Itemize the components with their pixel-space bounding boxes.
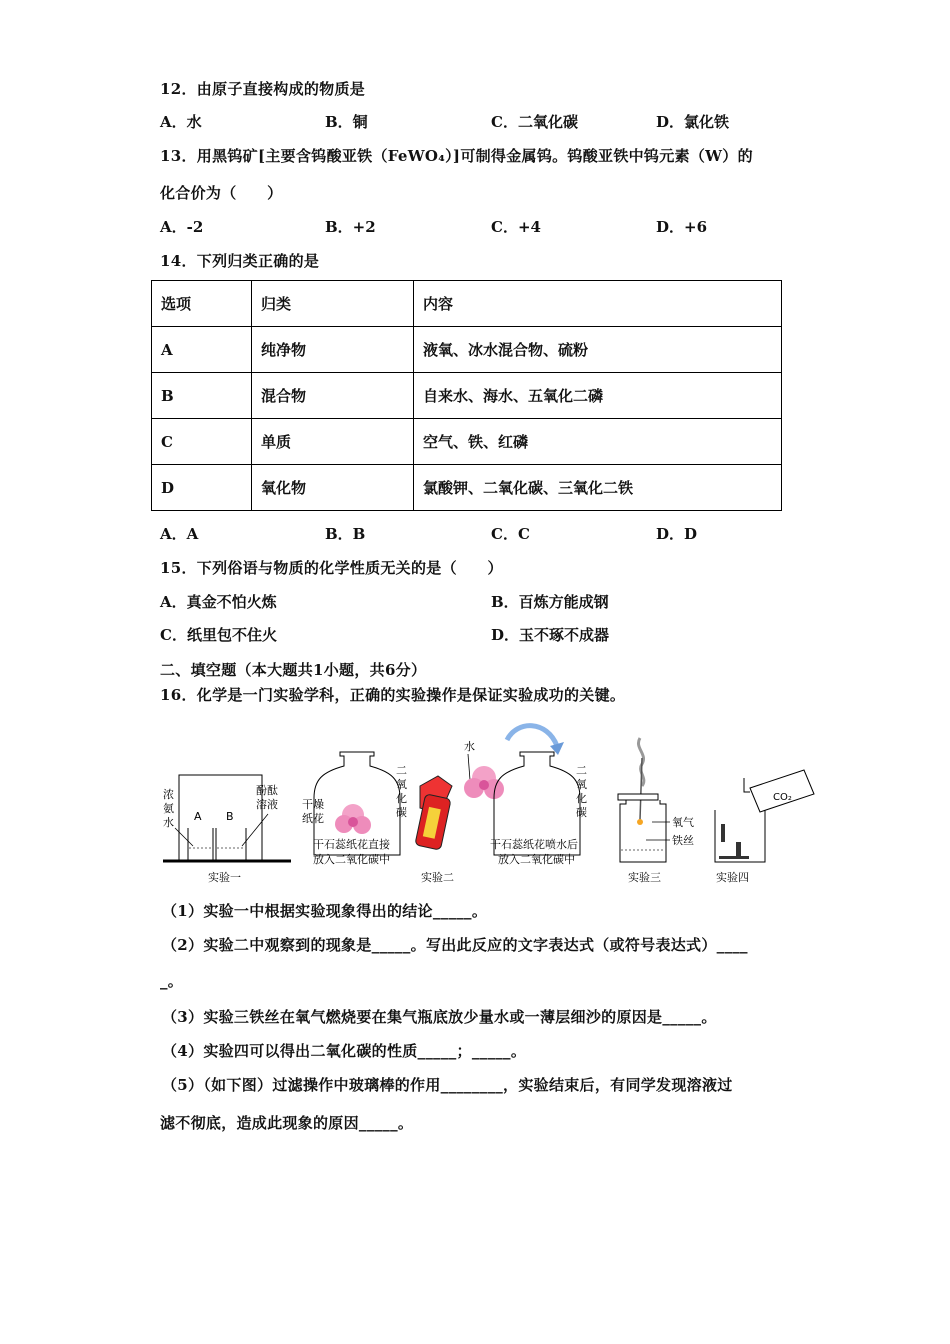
fig-char: 碳 [576, 806, 587, 819]
q16-sub2-line1: （2）实验二中观察到的现象是_____。写出此反应的文字表达式（或符号表达式）____ [162, 936, 748, 954]
table-cell: 混合物 [252, 373, 414, 419]
fig-char: 溶液 [256, 798, 278, 811]
q14-option-b: B．B [325, 525, 366, 543]
q15-stem: 15．下列俗语与物质的化学性质无关的是（ ） [160, 559, 503, 577]
q16-sub3: （3）实验三铁丝在氧气燃烧要在集气瓶底放少量水或一薄层细沙的原因是_____。 [162, 1008, 717, 1026]
fig-char: 干燥 [302, 798, 324, 811]
reagent-label-ammonia [163, 787, 174, 829]
fig-char: 碳 [396, 806, 407, 819]
candle-short [736, 842, 741, 856]
flower-label [302, 797, 324, 825]
table-row [152, 465, 782, 511]
fig-text: 干石蕊纸花直接 [313, 838, 390, 851]
table-header-cell: 归类 [252, 281, 414, 327]
q14-stem: 14．下列归类正确的是 [160, 252, 320, 270]
cylinder-spout [744, 778, 750, 792]
q15-option-b: B．百炼方能成钢 [491, 593, 609, 611]
table-header-cell: 选项 [152, 281, 252, 327]
q14-option-a: A．A [160, 525, 199, 543]
reagent-label-phenolphthalein [256, 783, 278, 811]
fig-char: 二 [576, 764, 587, 777]
fig-text: 实验四 [716, 871, 749, 884]
section-heading: 二、填空题（本大题共1小题，共6分） [160, 661, 427, 679]
fig-char: 水 [163, 816, 174, 829]
fig-text: 实验三 [628, 871, 661, 884]
q16-sub5-line2: 滤不彻底，造成此现象的原因_____。 [160, 1114, 414, 1132]
candle-tall [721, 824, 725, 842]
gas-bottle [620, 800, 666, 862]
table-header-cell: 内容 [414, 281, 782, 327]
q13-stem-line1: 13．用黑钨矿[主要含钨酸亚铁（FeWO₄）]可制得金属钨。钨酸亚铁中钨元素（W）的 [160, 147, 753, 165]
table-cell: 氧化物 [252, 465, 414, 511]
lid [618, 794, 658, 800]
spray-bottle-icon [415, 776, 452, 850]
q12-stem: 12．由原子直接构成的物质是 [160, 80, 366, 98]
fig-text: 放入二氧化碳中 [498, 853, 575, 866]
table-cell: 液氧、冰水混合物、硫粉 [414, 327, 782, 373]
experiment-three [618, 738, 694, 884]
classification-table [151, 280, 782, 511]
q16-stem: 16．化学是一门实验学科，正确的实验操作是保证实验成功的关键。 [160, 686, 626, 704]
experiment-four [715, 770, 814, 884]
table-cell: D [152, 465, 252, 511]
fig-text: 水 [464, 740, 475, 753]
q12-option-c: C．二氧化碳 [491, 113, 578, 131]
fig-text: A [194, 810, 202, 823]
flower-icon [464, 766, 504, 799]
fig-text: 放入二氧化碳中 [313, 853, 390, 866]
q13-option-b: B．+2 [325, 218, 376, 236]
q13-option-c: C．+4 [491, 218, 541, 236]
table-header-row [152, 281, 782, 327]
fig-char: 氨 [163, 802, 174, 815]
table-cell: 氯酸钾、二氧化碳、三氧化二铁 [414, 465, 782, 511]
q14-option-c: C．C [491, 525, 530, 543]
fig-text: B [226, 810, 234, 823]
fig-text: 氧气 [672, 816, 694, 829]
fig-text: 实验一 [208, 871, 241, 884]
q16-sub1: （1）实验一中根据实验现象得出的结论_____。 [162, 902, 488, 920]
beaker-b [216, 828, 246, 861]
fig-char: 二 [396, 764, 407, 777]
stand [719, 856, 749, 859]
experiment-one [163, 775, 291, 884]
q13-option-d: D．+6 [656, 218, 708, 236]
experiment-two [302, 726, 587, 884]
pointer-line [468, 754, 470, 780]
fig-text: 铁丝 [672, 834, 694, 847]
table-row [152, 327, 782, 373]
q12-option-b: B．铜 [325, 113, 368, 131]
table-cell: 纯净物 [252, 327, 414, 373]
table-cell: A [152, 327, 252, 373]
table-row [152, 419, 782, 465]
fig-char: 化 [576, 792, 587, 805]
flame-icon [637, 819, 643, 825]
fig-text: 干石蕊纸花喷水后 [490, 838, 578, 851]
pointer-line [175, 828, 193, 846]
large-beaker [179, 775, 262, 861]
table-row [152, 373, 782, 419]
experiment-figure [158, 718, 818, 893]
fig-char: 浓 [163, 788, 174, 801]
q15-option-c: C．纸里包不住火 [160, 626, 277, 644]
q12-option-d: D．氯化铁 [656, 113, 730, 131]
q13-stem-line2: 化合价为（ ） [160, 184, 283, 202]
fig-char: 氧 [576, 778, 587, 791]
table-cell: 空气、铁、红磷 [414, 419, 782, 465]
fig-text: CO₂ [773, 792, 792, 803]
table-cell: 单质 [252, 419, 414, 465]
arrow-icon [507, 726, 557, 746]
q13-option-a: A．-2 [160, 218, 204, 236]
fig-char: 纸花 [302, 812, 324, 825]
fig-text: 实验二 [421, 871, 454, 884]
fig-char: 化 [396, 792, 407, 805]
q15-option-d: D．玉不琢不成器 [491, 626, 610, 644]
fig-char: 氧 [396, 778, 407, 791]
q14-option-d: D．D [656, 525, 698, 543]
q12-option-a: A．水 [160, 113, 202, 131]
flower-icon [335, 804, 371, 834]
q16-sub2-line2: _。 [160, 972, 184, 990]
fig-char: 酚酞 [256, 784, 278, 797]
q16-sub4: （4）实验四可以得出二氧化碳的性质_____；_____。 [162, 1042, 527, 1060]
table-cell: B [152, 373, 252, 419]
table-cell: C [152, 419, 252, 465]
co2-cylinder [750, 770, 814, 812]
q15-option-a: A．真金不怕火炼 [160, 593, 277, 611]
q16-sub5-line1: （5）（如下图）过滤操作中玻璃棒的作用________，实验结束后，有同学发现溶液过 [162, 1076, 733, 1094]
table-cell: 自来水、海水、五氧化二磷 [414, 373, 782, 419]
